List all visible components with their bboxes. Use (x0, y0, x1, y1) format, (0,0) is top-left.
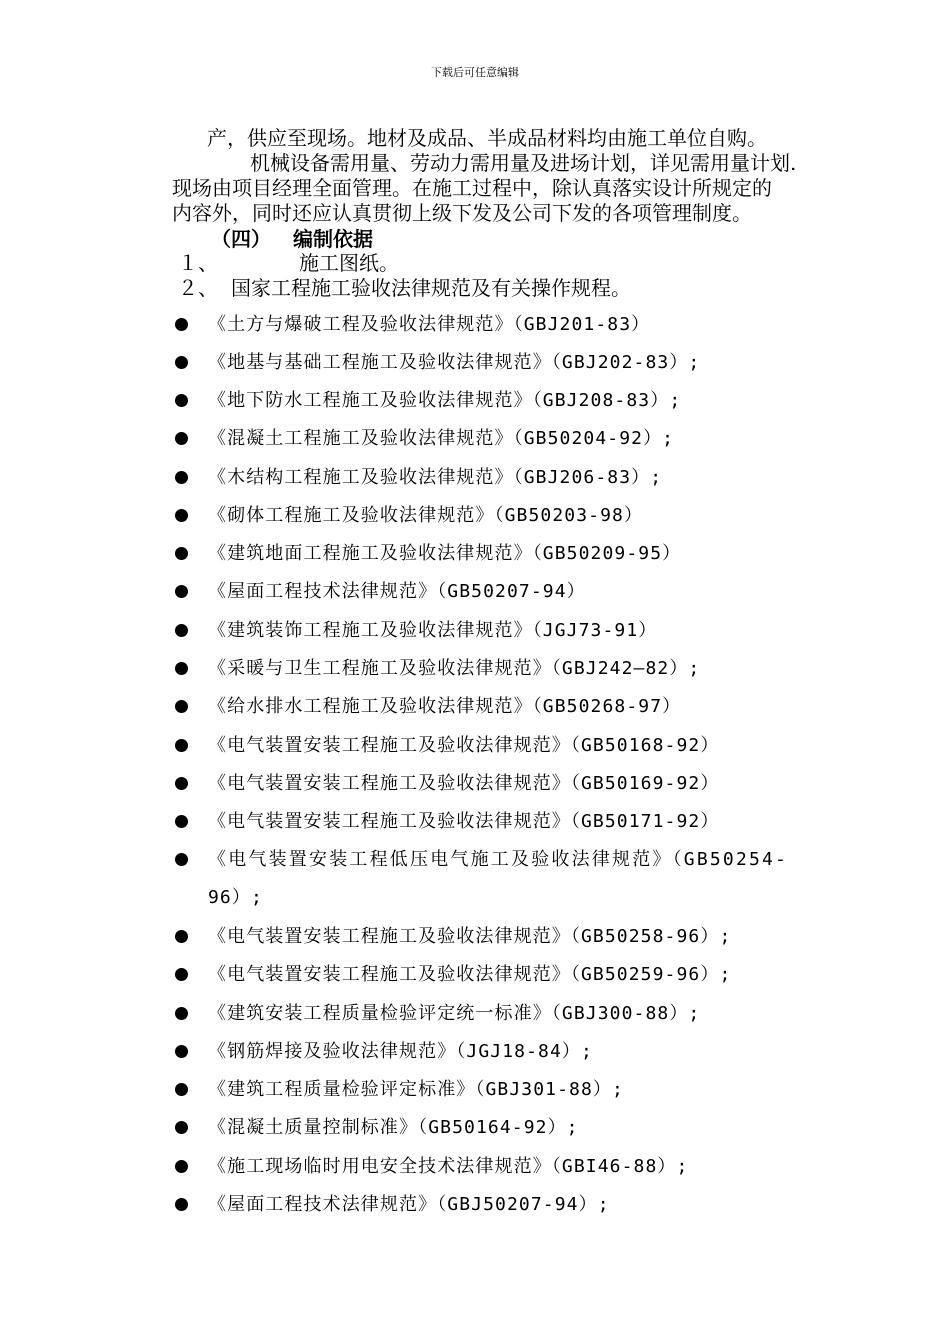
intro-line-2: 机械设备需用量、劳动力需用量及进场计划，详见需用量计划. (250, 151, 797, 175)
bullet-icon (175, 471, 188, 484)
list-item: 《钢筋焊接及验收法律规范》（JGJ18-84）; (172, 1033, 872, 1071)
list-item: 《建筑装饰工程施工及验收法律规范》（JGJ73-91） (172, 612, 872, 650)
bullet-icon (175, 585, 188, 598)
bullet-icon (175, 930, 188, 943)
intro-line-1: 产，供应至现场。地材及成品、半成品材料均由施工单位自购。 (207, 126, 767, 150)
bullet-icon (175, 1198, 188, 1211)
list-item: 《电气装置安装工程施工及验收法律规范》（GB50258-96）; (172, 918, 872, 956)
bullet-icon (175, 356, 188, 369)
bullet-icon (175, 394, 188, 407)
bullet-icon (175, 432, 188, 445)
bullet-icon (175, 777, 188, 790)
bullet-icon (175, 1007, 188, 1020)
bullet-icon (175, 1121, 188, 1134)
intro-line-3: 现场由项目经理全面管理。在施工过程中，除认真落实设计所规定的 (172, 176, 772, 200)
section-heading (211, 227, 373, 252)
list-item: 《建筑工程质量检验评定标准》（GBJ301-88）; (172, 1071, 872, 1109)
list-item: 《电气装置安装工程低压电气施工及验收法律规范》（GB50254- 96）; (172, 841, 872, 917)
list-item: 《给水排水工程施工及验收法律规范》（GB50268-97） (172, 688, 872, 726)
bullet-icon (175, 1160, 188, 1173)
list-item: 《木结构工程施工及验收法律规范》（GBJ206-83）; (172, 459, 872, 497)
list-item: 《电气装置安装工程施工及验收法律规范》（GB50171-92） (172, 803, 872, 841)
bullet-icon (175, 547, 188, 560)
list-item: 《采暖与卫生工程施工及验收法律规范》（GBJ242—82）; (172, 650, 872, 688)
list-item: 《混凝土质量控制标准》（GB50164-92）; (172, 1109, 872, 1147)
bullet-icon (175, 509, 188, 522)
list-item: 《建筑安装工程质量检验评定统一标准》（GBJ300-88）; (172, 995, 872, 1033)
numbered-item-1 (178, 251, 399, 276)
list-item: 《电气装置安装工程施工及验收法律规范》（GB50169-92） (172, 765, 872, 803)
list-item: 《电气装置安装工程施工及验收法律规范》（GB50168-92） (172, 727, 872, 765)
list-item: 《砌体工程施工及验收法律规范》（GB50203-98） (172, 497, 872, 535)
list-item: 《屋面工程技术法律规范》（GBJ50207-94）; (172, 1186, 872, 1224)
bullet-icon (175, 624, 188, 637)
bullet-icon (175, 853, 188, 866)
bullet-icon (175, 318, 188, 331)
bullet-icon (175, 815, 188, 828)
numbered-item-text: 国家工程施工验收法律规范及有关操作规程。 (231, 276, 631, 300)
list-item: 《电气装置安装工程施工及验收法律规范》（GB50259-96）; (172, 956, 872, 994)
bullet-icon (175, 1083, 188, 1096)
section-number: （四） (211, 227, 271, 251)
list-item: 《屋面工程技术法律规范》（GB50207-94） (172, 573, 872, 611)
numbered-item-2 (178, 276, 631, 301)
bullet-icon (175, 662, 188, 675)
numbered-item-number: ２、 (178, 276, 218, 300)
intro-line-4: 内容外，同时还应认真贯彻上级下发及公司下发的各项管理制度。 (172, 201, 752, 225)
bullet-icon (175, 1045, 188, 1058)
section-title: 编制依据 (293, 227, 373, 251)
bullet-icon (175, 739, 188, 752)
numbered-item-text: 施工图纸。 (299, 251, 399, 275)
list-item: 《混凝土工程施工及验收法律规范》（GB50204-92）; (172, 420, 872, 458)
page-header: 下载后可任意编辑 (431, 66, 519, 79)
list-item: 《建筑地面工程施工及验收法律规范》（GB50209-95） (172, 535, 872, 573)
list-item: 《地下防水工程施工及验收法律规范》（GBJ208-83）; (172, 382, 872, 420)
list-item: 《土方与爆破工程及验收法律规范》（GBJ201-83） (172, 306, 872, 344)
numbered-item-number: １、 (178, 251, 218, 275)
list-item: 《地基与基础工程施工及验收法律规范》（GBJ202-83）; (172, 344, 872, 382)
list-item: 《施工现场临时用电安全技术法律规范》（GBI46-88）; (172, 1148, 872, 1186)
bullet-icon (175, 968, 188, 981)
bullet-icon (175, 700, 188, 713)
